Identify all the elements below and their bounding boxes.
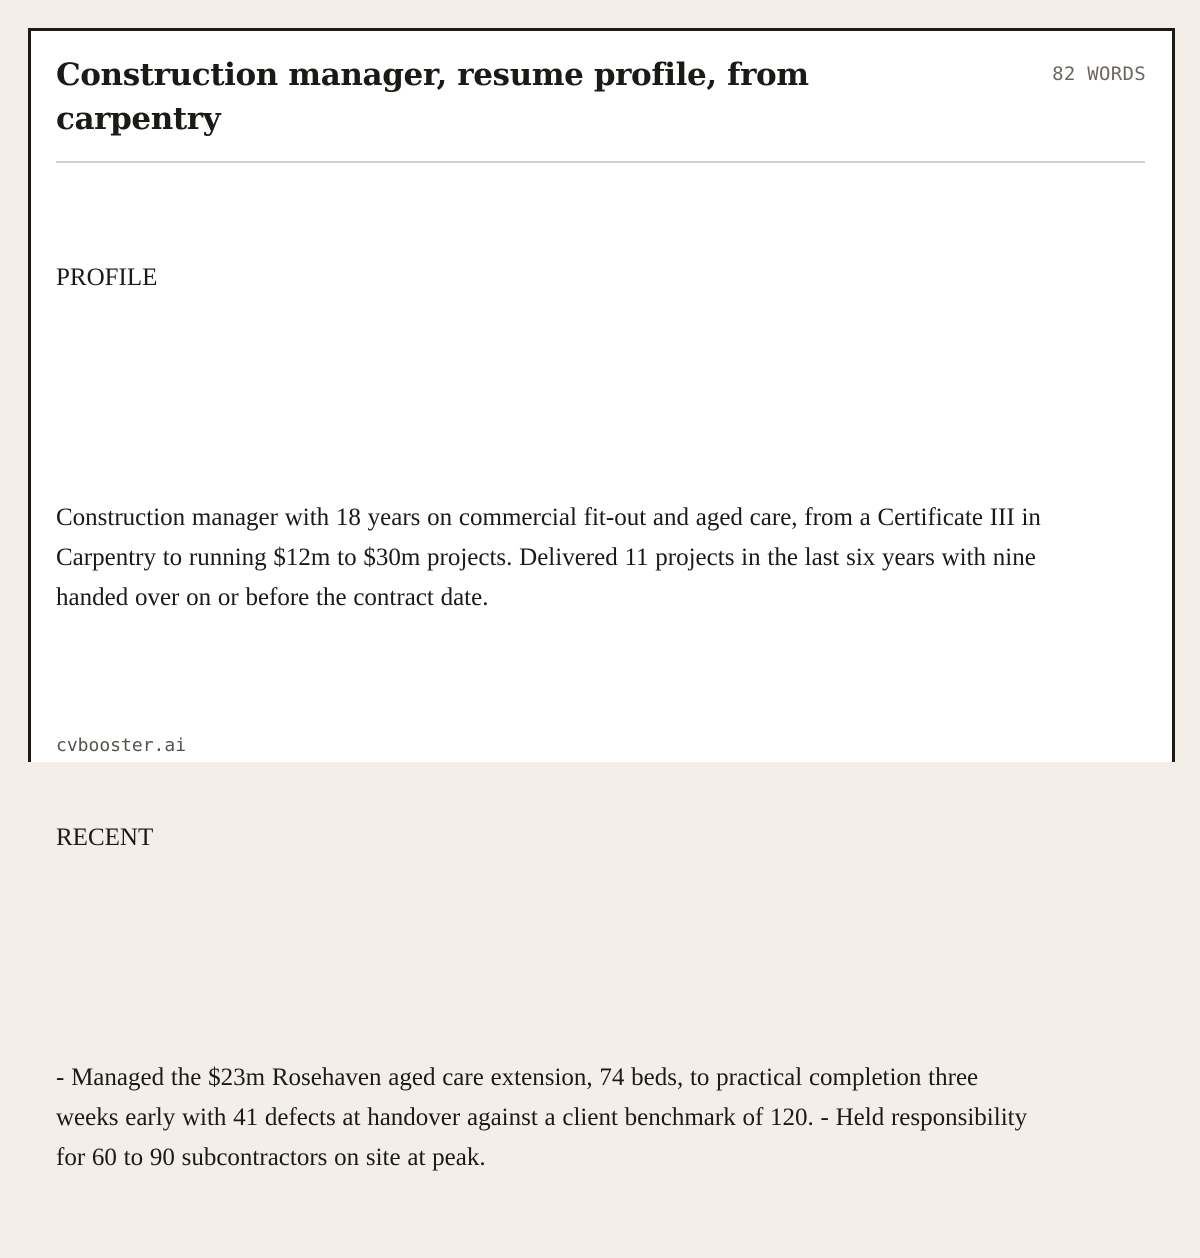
header-divider [56,161,1145,163]
resume-card [28,28,1175,1171]
resume-body [56,178,1046,1258]
spacer [56,698,1046,738]
profile-text: Construction manager with 18 years on commercial fit-out and aged care, from a Certificate III in Carpentry to running $12m to $30m projects. Delivered 11 projects in the last six years with nine handed over on or before the contract date. [56,504,1048,611]
card-header [56,53,1146,141]
recent-text: - Managed the $23m Rosehaven aged care extension, 74 beds, to practical completion three weeks early with 41 defects at handover against a client benchmark of 120. - Held responsibility for 60 to 90 subcontractors on site at peak. [56,1064,1034,1171]
word-count-badge: 82 WORDS [1052,63,1146,85]
card-title: Construction manager, resume profile, from carpentry [56,57,809,137]
spacer [56,938,1046,978]
recent-heading: RECENT [56,824,154,851]
profile-heading: PROFILE [56,264,158,291]
footer-brand: cvbooster.ai [56,735,187,756]
spacer [56,378,1046,418]
